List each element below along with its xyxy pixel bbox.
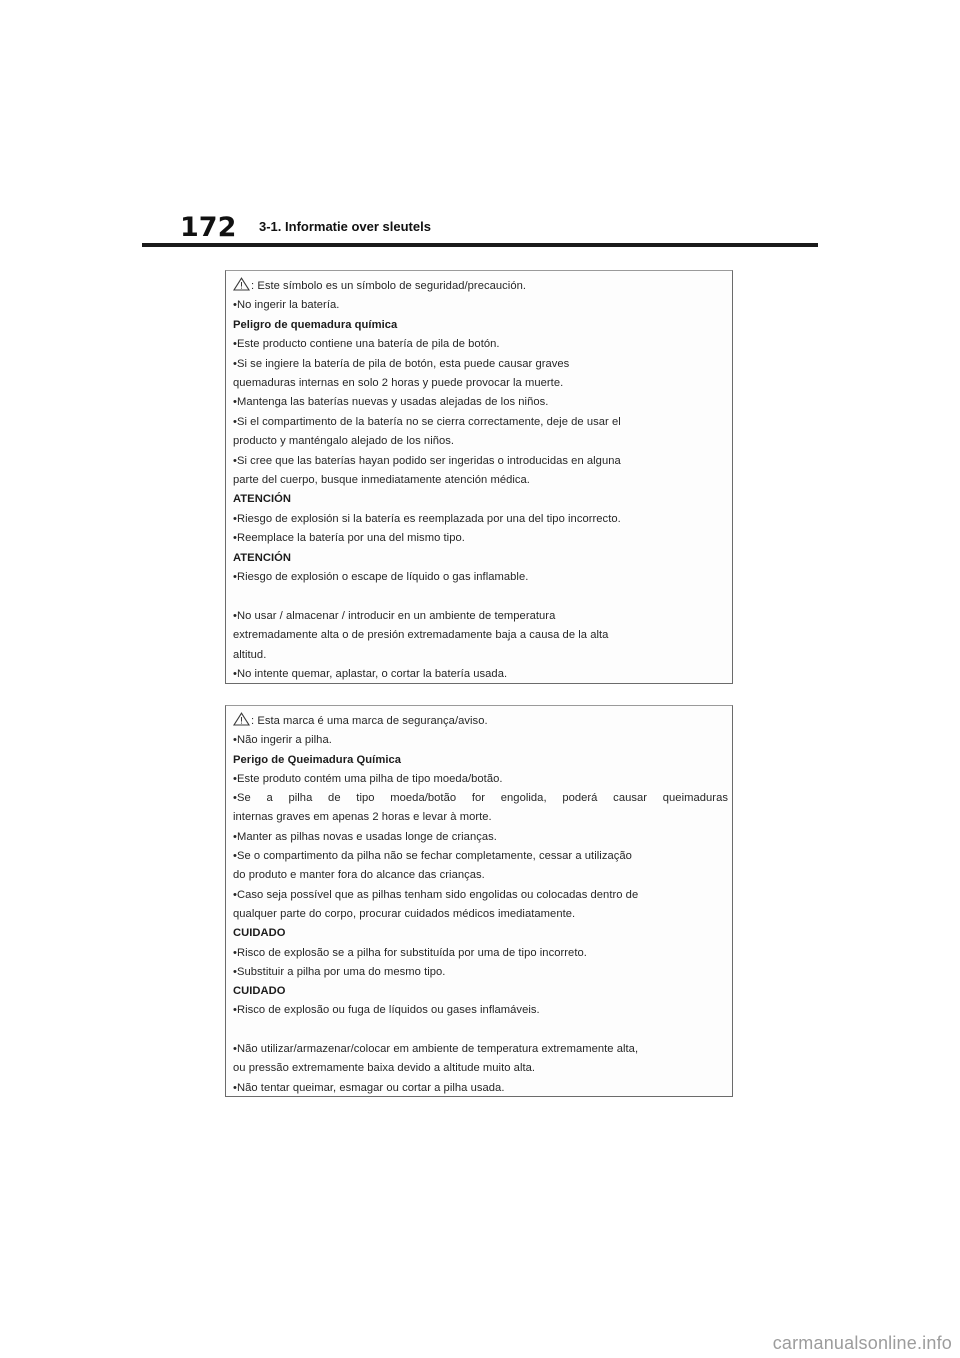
bullet-line: •Não tentar queimar, esmagar ou cortar a pilha usada. <box>233 1081 505 1094</box>
section-title: 3-1. Informatie over sleutels <box>259 219 431 234</box>
warning-text-spanish <box>233 277 728 685</box>
warning-box-portuguese <box>225 705 733 1097</box>
warning-text-portuguese <box>233 712 728 1098</box>
bullet-line: •Si el compartimento de la batería no se cierra correctamente, deje de usar el <box>233 415 621 428</box>
symbol-line <box>233 712 728 731</box>
bullet-line: •Risco de explosão ou fuga de líquidos ou gases inflamáveis. <box>233 1004 540 1017</box>
warning-box-spanish <box>225 270 733 684</box>
header-rule <box>142 243 818 247</box>
bullet-line: •No intente quemar, aplastar, o cortar la batería usada. <box>233 668 508 681</box>
bullet-line: •Se a pilha de tipo moeda/botão for engolida, poderá causar queimaduras <box>233 792 728 805</box>
bullet-line: •Manter as pilhas novas e usadas longe de crianças. <box>233 830 497 843</box>
bullet-line: •Este producto contiene una batería de pila de botón. <box>233 338 500 351</box>
blank-line <box>233 588 728 607</box>
symbol-description: : Esta marca é uma marca de segurança/aviso. <box>251 715 488 727</box>
bullet-line: •Riesgo de explosión o escape de líquido o gas inflamable. <box>233 571 529 584</box>
warning-triangle-icon <box>233 277 250 291</box>
bullet-line: •No ingerir la batería. <box>233 299 340 312</box>
heading-attention: ATENCIÓN <box>233 493 291 506</box>
bullet-line: •Se o compartimento da pilha não se fechar completamente, cessar a utilização <box>233 850 632 863</box>
symbol-line <box>233 277 728 296</box>
heading-chemical-burn: Peligro de quemadura química <box>233 318 398 331</box>
page-header <box>0 0 960 250</box>
blank-line <box>233 1021 728 1040</box>
bullet-line: •Reemplace la batería por una del mismo tipo. <box>233 532 465 545</box>
heading-caution: CUIDADO <box>233 927 286 940</box>
bullet-line: •Caso seja possível que as pilhas tenham sido engolidas ou colocadas dentro de <box>233 888 639 901</box>
continuation-line: parte del cuerpo, busque inmediatamente atención médica. <box>233 474 530 487</box>
continuation-line: ou pressão extremamente baixa devido a altitude muito alta. <box>233 1062 536 1075</box>
continuation-line: qualquer parte do corpo, procurar cuidados médicos imediatamente. <box>233 907 576 920</box>
bullet-line: •No usar / almacenar / introducir en un ambiente de temperatura <box>233 609 556 622</box>
bullet-line: •Não ingerir a pilha. <box>233 734 332 747</box>
continuation-line: do produto e manter fora do alcance das crianças. <box>233 869 485 882</box>
continuation-line: internas graves em apenas 2 horas e levar à morte. <box>233 811 492 824</box>
bullet-line: •Risco de explosão se a pilha for substituída por uma de tipo incorreto. <box>233 946 587 959</box>
bullet-line: •Riesgo de explosión si la batería es reemplazada por una del tipo incorrecto. <box>233 512 621 525</box>
bullet-line: •Não utilizar/armazenar/colocar em ambiente de temperatura extremamente alta, <box>233 1043 639 1056</box>
bullet-line: •Substituir a pilha por uma do mesmo tipo. <box>233 965 446 978</box>
heading-attention: ATENCIÓN <box>233 551 291 564</box>
warning-triangle-icon <box>233 712 250 726</box>
continuation-line: extremadamente alta o de presión extremadamente baja a causa de la alta <box>233 629 609 642</box>
page-number: 172 <box>180 212 237 243</box>
heading-chemical-burn: Perigo de Queimadura Química <box>233 753 402 766</box>
continuation-line: altitud. <box>233 648 267 661</box>
watermark-logo: carmanualsonline.info <box>772 1333 952 1353</box>
symbol-description: : Este símbolo es un símbolo de seguridad/precaución. <box>251 280 527 292</box>
heading-caution: CUIDADO <box>233 985 286 998</box>
bullet-line: •Si cree que las baterías hayan podido ser ingeridas o introducidas en alguna <box>233 454 621 467</box>
continuation-line: quemaduras internas en solo 2 horas y puede provocar la muerte. <box>233 377 564 390</box>
bullet-line: •Mantenga las baterías nuevas y usadas alejadas de los niños. <box>233 396 549 409</box>
bullet-line: •Este produto contém uma pilha de tipo moeda/botão. <box>233 772 503 785</box>
continuation-line: producto y manténgalo alejado de los niños. <box>233 435 455 448</box>
bullet-line: •Si se ingiere la batería de pila de botón, esta puede causar graves <box>233 357 570 370</box>
